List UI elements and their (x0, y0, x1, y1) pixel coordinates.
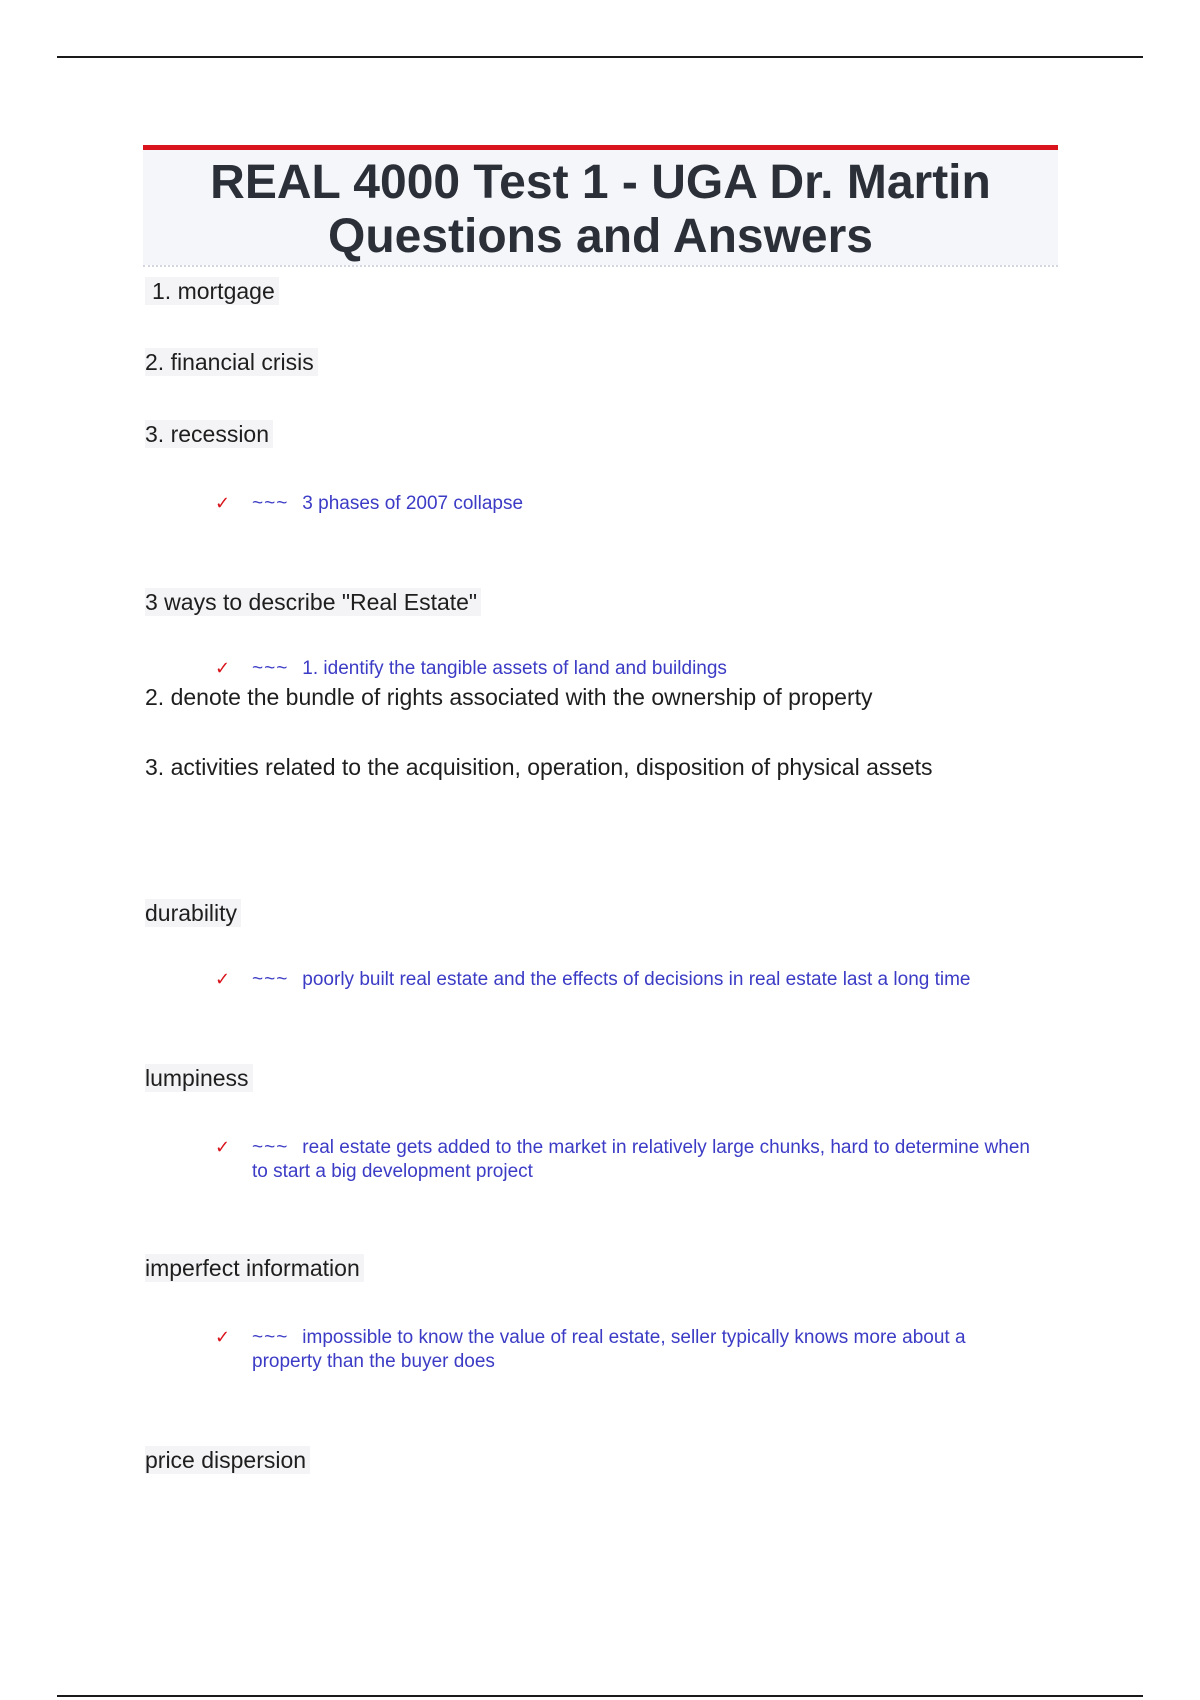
answer-text: 1. identify the tangible assets of land and buildings (302, 658, 727, 679)
tilde-marker: ~~~ (252, 969, 289, 990)
answer-text: 3 phases of 2007 collapse (302, 493, 524, 514)
answer-durability (215, 968, 1035, 992)
check-icon: ✓ (215, 969, 231, 990)
title-block (143, 145, 1058, 265)
term-3-ways-real-estate: 3 ways to describe "Real Estate" (145, 588, 481, 616)
answer-continued-line-3: 3. activities related to the acquisition, operation, disposition of physical assets (145, 754, 933, 780)
check-icon: ✓ (215, 493, 231, 514)
page-top-rule (57, 56, 1143, 58)
tilde-marker: ~~~ (252, 1327, 289, 1348)
term-financial-crisis: 2. financial crisis (145, 348, 318, 376)
term-imperfect-information: imperfect information (145, 1254, 364, 1282)
term-price-dispersion: price dispersion (145, 1446, 310, 1474)
tilde-marker: ~~~ (252, 658, 289, 679)
term-recession: 3. recession (145, 420, 273, 448)
check-icon: ✓ (215, 1137, 231, 1158)
answer-continued-line-2: 2. denote the bundle of rights associated with the ownership of property (145, 684, 873, 710)
answer-3-ways (215, 657, 1035, 681)
answer-text: poorly built real estate and the effects of decisions in real estate last a long time (302, 969, 971, 990)
title-dotted-underline (143, 265, 1058, 267)
answer-3-phases (215, 492, 1035, 516)
term-durability: durability (145, 899, 241, 927)
answer-text: real estate gets added to the market in relatively large chunks, hard to determine when to start a big development project (252, 1137, 1030, 1182)
answer-lumpiness (215, 1136, 1035, 1184)
tilde-marker: ~~~ (252, 493, 289, 514)
answer-text: impossible to know the value of real estate, seller typically knows more about a property than the buyer does (252, 1327, 966, 1372)
term-mortgage: 1. mortgage (145, 277, 279, 305)
answer-imperfect-information (215, 1326, 1035, 1374)
check-icon: ✓ (215, 658, 231, 679)
document-title-line-2: Questions and Answers (327, 210, 873, 263)
check-icon: ✓ (215, 1327, 231, 1348)
document-title-line-1: REAL 4000 Test 1 - UGA Dr. Martin (210, 156, 991, 209)
page-bottom-rule (57, 1695, 1143, 1697)
tilde-marker: ~~~ (252, 1137, 289, 1158)
document-title (143, 150, 1058, 264)
term-lumpiness: lumpiness (145, 1064, 253, 1092)
